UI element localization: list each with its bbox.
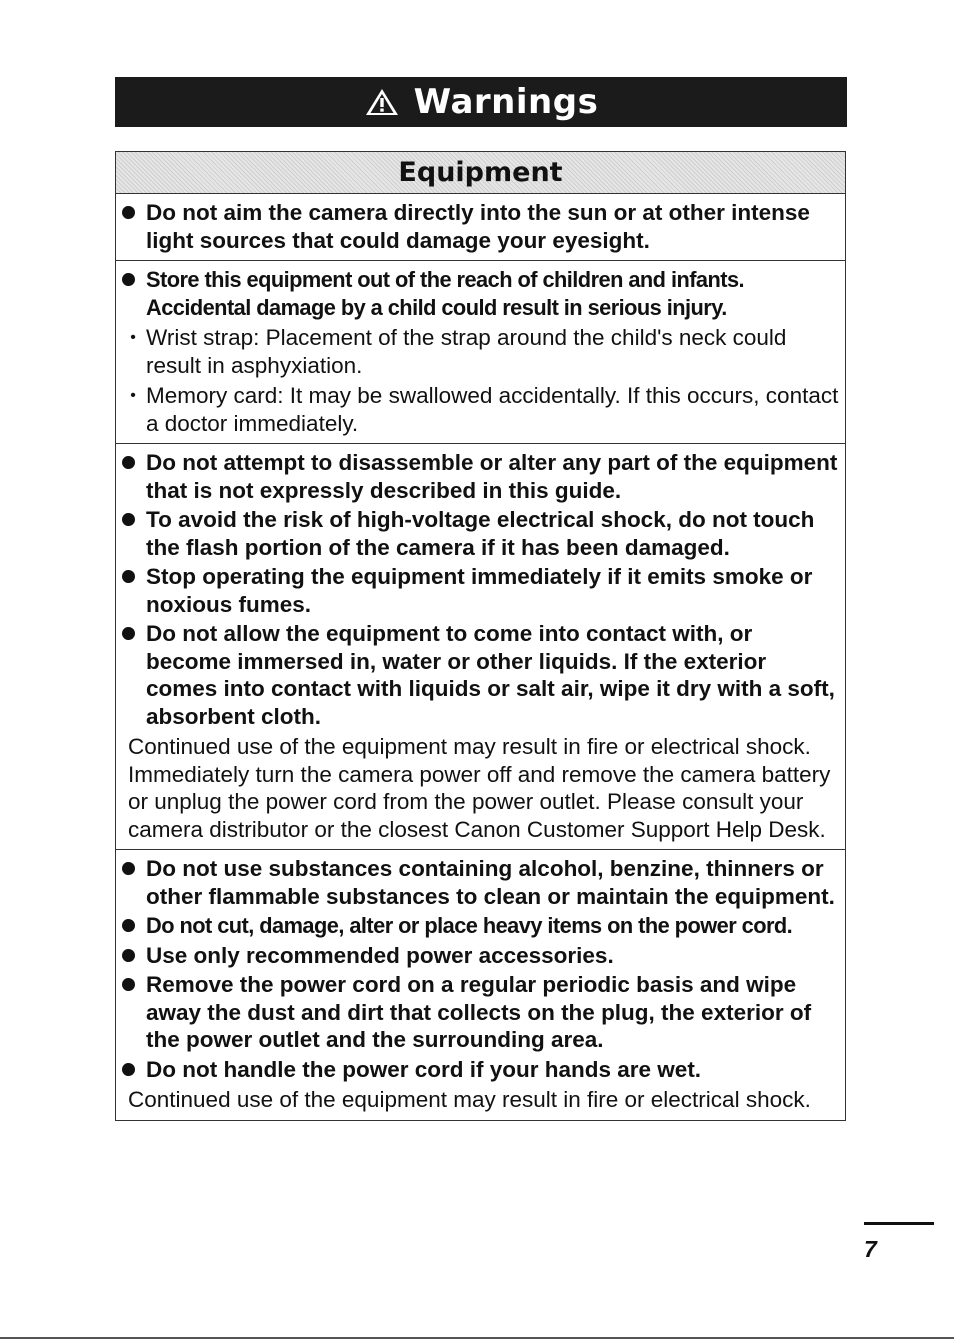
small-bullet-icon: •: [130, 329, 136, 346]
bullet-icon: [120, 855, 146, 875]
bullet-icon: [120, 942, 146, 962]
table-header: [116, 152, 845, 194]
section-children: [116, 261, 845, 444]
bullet-icon: [120, 912, 146, 932]
bottom-edge-line: [0, 1337, 954, 1339]
section-power-cord: [116, 850, 845, 1120]
page-number: 7: [864, 1236, 877, 1262]
page-number-rule: [864, 1222, 934, 1225]
bullet-icon: [120, 971, 146, 991]
list-item: To avoid the risk of high-voltage electrical shock, do not touch the flash portion of the camera if it has been damaged.: [120, 506, 841, 561]
sub-item: • Memory card: It may be swallowed accidentally. If this occurs, contact a doctor immediately.: [120, 382, 841, 437]
list-item: Do not use substances containing alcohol, benzine, thinners or other flammable substances to clean or maintain the equipment.: [120, 855, 841, 910]
continued-use-note: Continued use of the equipment may result in fire or electrical shock. Immediately turn the camera power off and remove the camera battery or unplug the power cord from the power outlet. Please consult your camera distributor or the closest Canon Customer Support Help Desk.: [128, 734, 831, 842]
bullet-icon: [120, 620, 146, 640]
list-item: Stop operating the equipment immediately if it emits smoke or noxious fumes.: [120, 563, 841, 618]
bullet-icon: [120, 266, 146, 286]
section-eyesight: [116, 194, 845, 261]
bullet-icon: [120, 506, 146, 526]
continued-use-note: Continued use of the equipment may result in fire or electrical shock.: [128, 1087, 811, 1112]
sub-item: • Wrist strap: Placement of the strap around the child's neck could result in asphyxiation.: [120, 324, 841, 379]
list-item: Do not attempt to disassemble or alter any part of the equipment that is not expressly described in this guide.: [120, 449, 841, 504]
list-item: Do not handle the power cord if your hands are wet.: [120, 1056, 841, 1084]
warning-triangle-icon: [364, 87, 400, 117]
list-item: Do not cut, damage, alter or place heavy items on the power cord.: [120, 912, 841, 940]
list-item: Remove the power cord on a regular periodic basis and wipe away the dust and dirt that collects on the plug, the exterior of the power outlet and the surrounding area.: [120, 971, 841, 1054]
list-item: Store this equipment out of the reach of children and infants. Accidental damage by a child could result in serious injury.: [120, 266, 841, 321]
warnings-banner: [115, 77, 847, 127]
list-item: Do not aim the camera directly into the sun or at other intense light sources that could damage your eyesight.: [120, 199, 841, 254]
equipment-heading: Equipment: [398, 157, 563, 188]
list-item: Do not allow the equipment to come into contact with, or become immersed in, water or other liquids. If the exterior comes into contact with liquids or salt air, wipe it dry with a soft, absorbent cloth.: [120, 620, 841, 730]
equipment-table: [115, 151, 846, 1121]
bullet-icon: [120, 563, 146, 583]
bullet-icon: [120, 199, 146, 219]
bullet-icon: [120, 449, 146, 469]
section-disassemble: [116, 444, 845, 850]
small-bullet-icon: •: [130, 387, 136, 404]
bullet-icon: [120, 1056, 146, 1076]
warnings-title: Warnings: [413, 82, 599, 122]
list-item: Use only recommended power accessories.: [120, 942, 841, 970]
